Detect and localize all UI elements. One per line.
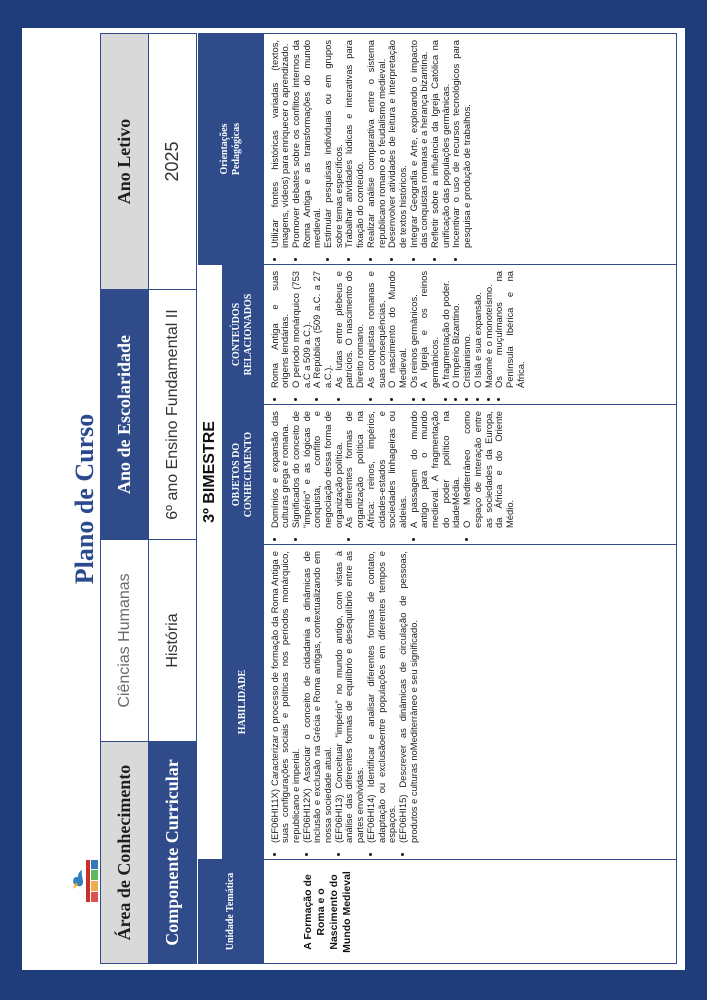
- list-item: • O Islã e sua expansão.: [473, 271, 484, 388]
- header-unidade-tematica-label: Unidade Temática: [224, 872, 236, 951]
- unidade-tematica-cell: [263, 860, 676, 964]
- header-row: [149, 34, 197, 964]
- list-item: • Realizar análise comparativa entre o sistema republicano romano e o feudalismo medieval.: [366, 40, 387, 248]
- bimestre-heading: 3º BIMESTRE: [199, 264, 223, 859]
- plano-table: [198, 33, 677, 964]
- list-item: • Trabalhar atividades lúdicas e interativas para fixação do conteúdo.: [344, 40, 365, 248]
- list-item: • Os muçulmanos na Península Ibérica e na África.: [494, 271, 526, 388]
- header-conteudos: CONTEÚDOS RELACIONADOS: [222, 264, 263, 404]
- bimestre-row: [199, 33, 223, 963]
- list-item: • As conquistas romanas e suas consequências.: [366, 271, 387, 388]
- list-item: • As lutas entre plebeus e patrícios. O nascimento do Direito romano.: [334, 271, 366, 388]
- list-item: • A República (509 a.C. a 27 a.C.).: [312, 271, 333, 388]
- list-item: • Significados do conceito de "império" e as lógicas de conquista, conflito e negociação dessa forma de organização política.: [291, 411, 345, 528]
- header-orientacoes-label: Orientações Pedagógicas: [218, 122, 242, 176]
- table-row: [263, 33, 676, 963]
- area-conhecimento-value: Ciências Humanas: [101, 540, 149, 742]
- list-item: • Os reinos germânicos.: [409, 271, 420, 388]
- list-item: • Integrar Geografia e Arte, explorando o impacto das conquistas romanas e a herança bizantina.: [409, 40, 430, 248]
- area-conhecimento-label: Área de Conhecimento: [101, 742, 149, 964]
- ano-letivo-value: 2025: [149, 34, 197, 290]
- orientacoes-cell: [263, 33, 676, 264]
- objetos-list: [270, 411, 516, 539]
- list-item: • Utilizar fontes históricas variadas (textos, imagens, vídeos) para enriquecer o aprendizado.: [270, 40, 291, 248]
- list-item: • (EF06HI15) Descrever as dinâmicas de circulação de pessoas, produtos e culturas noMediterrâneo e seu significado.: [398, 551, 419, 843]
- list-item: • Estimular pesquisas individuais ou em grupos sobre temas específicos.: [323, 40, 344, 248]
- list-item: • O Império Bizantino.: [451, 271, 462, 388]
- list-item: • Roma Antiga e suas origens lendárias.: [270, 271, 291, 388]
- header-unidade-tematica: [199, 860, 264, 964]
- list-item: • (EF06HI11X) Caracterizar o processo de formação da Roma Antiga e suas configurações sociais e políticas nos períodos monárquico, republicano e imperial.: [270, 551, 302, 843]
- habilidades-list: [270, 551, 420, 854]
- list-item: • Maomé e o monoteísmo.: [484, 271, 495, 388]
- list-item: • A Igreja e os reinos germânicos.: [419, 271, 440, 388]
- objetos-cell: [263, 405, 676, 545]
- ano-escolaridade-label: Ano de Escolaridade: [101, 290, 149, 540]
- list-item: • As diferentes formas de organização política na África: reinos, impérios, cidades-estados e sociedades linhageiras ou aldeias.: [344, 411, 408, 528]
- header-row: [101, 34, 149, 964]
- list-item: • (EF06HI14) Identificar e analisar diferentes formas de contato, adaptação ou exclusãoentre populações em diferentes tempos e espaços.: [366, 551, 398, 843]
- document-page: [22, 28, 685, 970]
- orientacoes-list: [270, 40, 473, 259]
- list-item: • Refletir sobre a influência da Igreja Católica na unificação das populações germânicas.: [430, 40, 451, 248]
- header-orientacoes: [199, 33, 264, 264]
- list-item: • A fragmentação do poder.: [441, 271, 452, 388]
- ano-letivo-label: Ano Letivo: [101, 34, 149, 290]
- page-title: Plano de Curso: [70, 413, 99, 585]
- list-item: • O nascimento do Mundo Medieval.: [387, 271, 408, 388]
- componente-curricular-value: História: [149, 540, 197, 742]
- list-item: • Domínios e expansão das culturas grega e romana.: [270, 411, 291, 528]
- ano-escolaridade-value: 6º ano Ensino Fundamental II: [149, 290, 197, 540]
- list-item: • Incentivar o uso de recursos tecnológicos para pesquisa e produção de trabalhos.: [451, 40, 472, 248]
- list-item: • O Mediterrâneo como espaço de interação entre as sociedades da Europa, da África e do Oriente Médio.: [462, 411, 516, 528]
- list-item: • (EF06HI12X) Associar o conceito de cidadania a dinâmicas de inclusão e exclusão na Grécia e Roma antigas, contextualizando em nossa sociedade atual.: [302, 551, 334, 843]
- list-item: • (EF06HI13) Conceituar "império" no mundo antigo, com vistas à análise das diferentes formas de equilíbrio e desequilíbrio entre as partes envolvidas.: [334, 551, 366, 843]
- header-habilidade: HABILIDADE: [222, 545, 263, 860]
- conteudos-cell: [263, 264, 676, 404]
- componente-curricular-label: Componente Curricular: [149, 742, 197, 964]
- header-table: [100, 33, 197, 964]
- list-item: • A passagem do mundo antigo para o mundo medieval. A fragmentação do poder político na idadeMédia.: [409, 411, 463, 528]
- unidade-tematica-text: A Formação de Roma e o Nascimento do Mundo Medieval: [301, 871, 353, 953]
- habilidades-cell: [263, 545, 676, 860]
- list-item: • Desenvolver atividades de leitura e interpretação de textos históricos.: [387, 40, 408, 248]
- list-item: • Cristianismo.: [462, 271, 473, 388]
- list-item: • Promover debates sobre os conflitos internos da Roma Antiga e as transformações do mundo medieval.: [291, 40, 323, 248]
- list-item: • O período monárquico (753 a.C a 509 a.C.).: [291, 271, 312, 388]
- conteudos-list: [270, 271, 527, 399]
- header-objetos: OBJETOS DO CONHECIMENTO: [222, 405, 263, 545]
